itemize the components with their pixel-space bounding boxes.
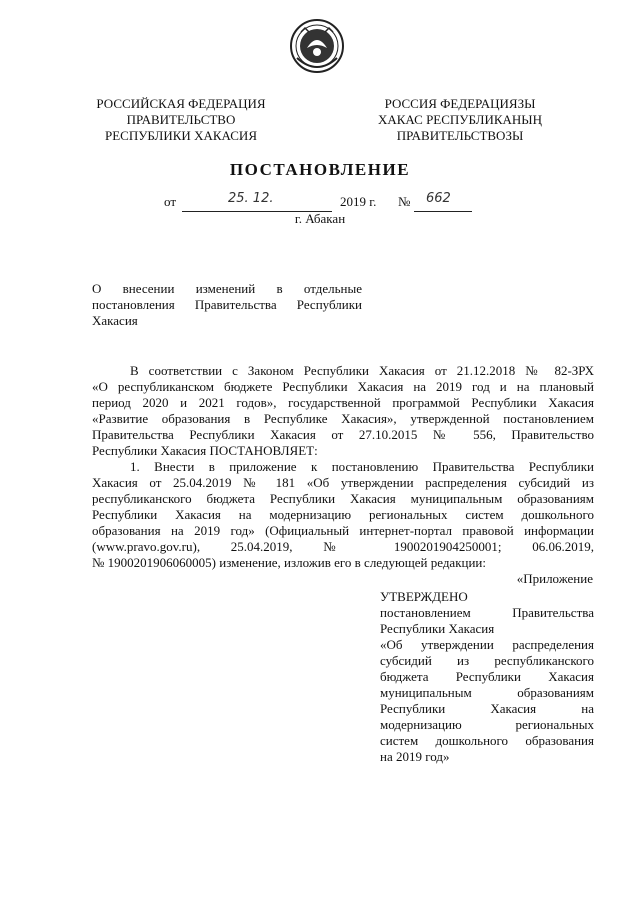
subject-line: постановления Правительства Республики	[92, 297, 362, 312]
header-right-line: ПРАВИТЕЛЬСТВОЗЫ	[396, 128, 524, 143]
approved-line: постановлением Правительства	[380, 605, 594, 620]
approved-line: бюджета Республики Хакасия	[380, 669, 594, 684]
approved-line: муниципальным образованиям	[380, 685, 594, 700]
date-handwritten: 25. 12.	[228, 191, 274, 206]
number-label: №	[398, 194, 411, 209]
body-text	[92, 363, 594, 571]
document-title: ПОСТАНОВЛЕНИЕ	[229, 160, 411, 179]
header-left-line: РЕСПУБЛИКИ ХАКАСИЯ	[104, 128, 257, 143]
city-label: г. Абакан	[294, 211, 346, 226]
body-line: «Развитие образования в Республике Хакасия», утвержденной постановлением	[92, 411, 594, 426]
approved-line: систем дошкольного образования	[380, 733, 594, 748]
body-line: В соответствии с Законом Республики Хакасия от 21.12.2018 № 82-ЗРХ	[130, 363, 594, 378]
header-right-line: ХАКАС РЕСПУБЛИКАНЫҢ	[377, 112, 543, 127]
subject-line: Хакасия	[92, 313, 138, 328]
header-right-line: РОССИЯ ФЕДЕРАЦИЯЗЫ	[384, 96, 536, 111]
body-line: 1. Внести в приложение к постановлению Правительства Республики	[130, 459, 594, 474]
approved-line: УТВЕРЖДЕНО	[380, 589, 468, 604]
approved-line: Республики Хакасия на	[380, 701, 594, 716]
appendix-label: «Приложение	[516, 571, 593, 586]
header-right-khakas	[355, 96, 565, 144]
header-left-line: ПРАВИТЕЛЬСТВО	[126, 112, 236, 127]
body-line: период 2020 и 2021 годов», государственной программой Республики Хакасия	[92, 395, 594, 410]
subject-line: О внесении изменений в отдельные	[92, 281, 362, 296]
date-from-label: от	[164, 194, 177, 209]
approved-line: субсидий из республиканского	[380, 653, 594, 668]
body-line: (www.pravo.gov.ru), 25.04.2019, № 1900201904250001; 06.06.2019,	[92, 539, 594, 554]
header-left-russian	[76, 96, 286, 144]
body-line: «О республиканском бюджете Республики Хакасия на 2019 год и на плановый	[92, 379, 594, 394]
approved-line: «Об утверждении распределения	[380, 637, 594, 652]
approved-line: на 2019 год»	[380, 749, 450, 764]
body-line: Республики Хакасия ПОСТАНОВЛЯЕТ:	[92, 443, 318, 458]
approved-line: модернизацию региональных	[380, 717, 594, 732]
date-year-label: 2019 г.	[340, 194, 377, 209]
body-line: № 1900201906060005) изменение, изложив его в следующей редакции:	[92, 555, 486, 570]
header-left-line: РОССИЙСКАЯ ФЕДЕРАЦИЯ	[96, 96, 266, 111]
body-line: Хакасия от 25.04.2019 № 181 «Об утверждении распределения субсидий из	[92, 475, 594, 490]
coat-of-arms-icon	[289, 18, 345, 74]
approved-block	[380, 589, 594, 765]
body-line: Республики Хакасия на модернизацию региональных систем дошкольного	[92, 507, 594, 522]
body-line: республиканского бюджета Республики Хакасия муниципальным образованиям	[92, 491, 594, 506]
body-line: Правительства Республики Хакасия от 27.10.2015 № 556, Правительство	[92, 427, 594, 442]
document-subject	[92, 281, 362, 329]
body-line: образования на 2019 год» (Официальный интернет-портал правовой информации	[92, 523, 594, 538]
number-handwritten: 662	[426, 191, 451, 206]
approved-line: Республики Хакасия	[380, 621, 495, 636]
